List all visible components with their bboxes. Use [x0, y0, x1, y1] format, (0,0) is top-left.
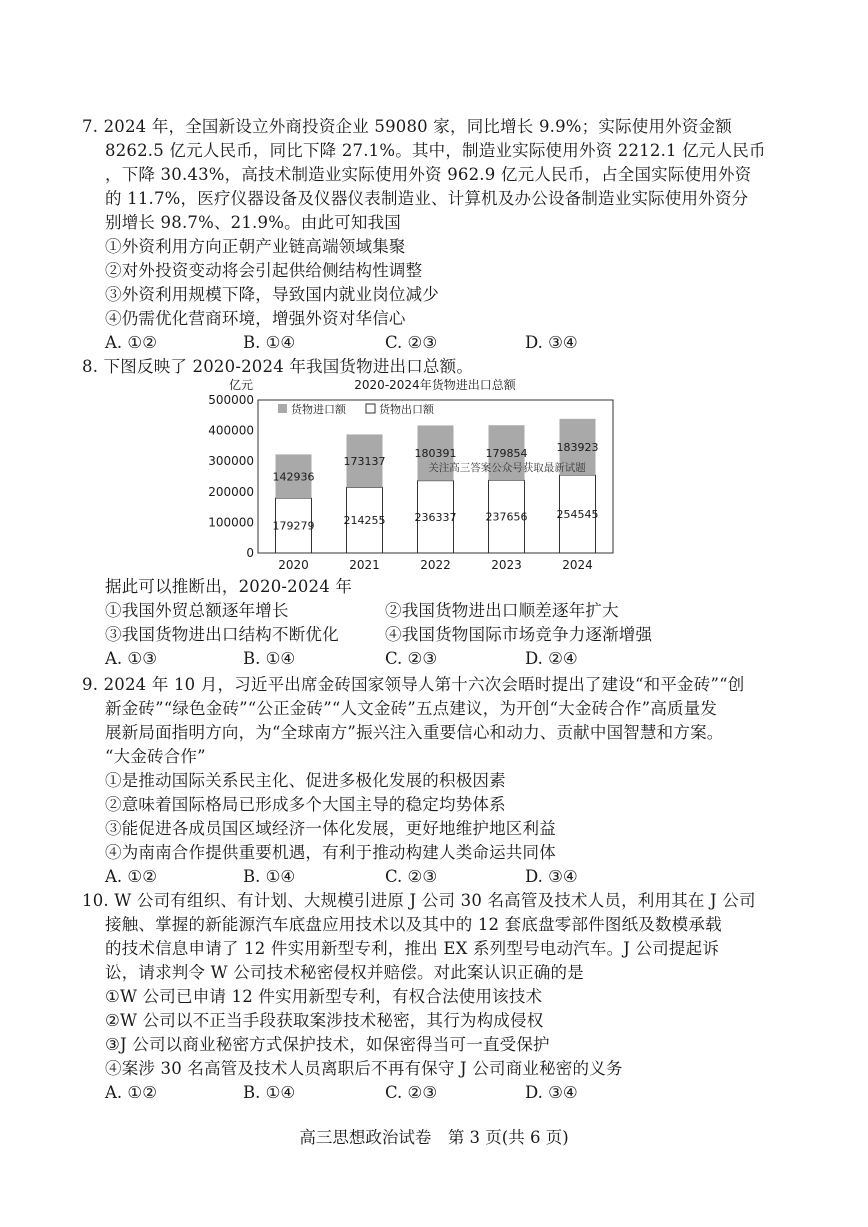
q10-stem-line: 的技术信息申请了 12 件实用新型专利，推出 EX 系列型号电动汽车。J 公司提起诉 — [105, 939, 720, 958]
page-footer: 高三思想政治试卷 第 3 页(共 6 页) — [299, 1128, 569, 1147]
bar-export-label: 237656 — [485, 510, 528, 524]
q7-stem-line: 别增长 98.7%、21.9%。由此可知我国 — [105, 213, 401, 232]
bar-export-label: 179279 — [272, 519, 315, 533]
q8-option-a[interactable]: A. ①③ — [105, 649, 157, 668]
bar-export-label: 254545 — [556, 508, 599, 522]
q9-option-b[interactable]: B. ①④ — [243, 867, 296, 886]
x-tick-label: 2023 — [491, 558, 522, 572]
chart-ylabel: 亿元 — [229, 378, 254, 392]
q9-stem-line: 9. 2024 年 10 月，习近平出席金砖国家领导人第十六次会晤时提出了建设“和平金砖”“创 — [82, 675, 745, 694]
q10-option-a[interactable]: A. ①② — [105, 1083, 157, 1102]
q7-statement: ①外资利用方向正朝产业链高端领域集聚 — [105, 237, 406, 256]
legend-swatch-export — [366, 404, 375, 413]
q9-option-c[interactable]: C. ②③ — [385, 867, 438, 886]
legend-export-label: 货物出口额 — [379, 403, 434, 416]
x-tick-label: 2020 — [278, 558, 309, 572]
legend-swatch-import — [278, 404, 287, 413]
q9-statement: ③能促进各成员国区域经济一体化发展，更好地维护地区利益 — [105, 819, 556, 838]
q8-statement: ①我国外贸总额逐年增长 — [105, 601, 289, 620]
q10-statement: ①W 公司已申请 12 件实用新型专利，有权合法使用该技术 — [105, 987, 543, 1006]
y-tick-label: 0 — [246, 546, 254, 560]
q7-statement: ②对外投资变动将会引起供给侧结构性调整 — [105, 261, 423, 280]
q10-option-b[interactable]: B. ①④ — [243, 1083, 296, 1102]
chart-watermark: 关注高三答案公众号获取最新试题 — [428, 462, 586, 474]
q8-after: 据此可以推断出，2020-2024 年 — [105, 577, 353, 596]
q7-stem-line: ，下降 30.43%，高技术制造业实际使用外资 962.9 亿元人民币，占全国实际使用外资 — [105, 165, 752, 184]
q7-stem-line: 7. 2024 年，全国新设立外商投资企业 59080 家，同比增长 9.9%；实际使用外资金额 — [82, 117, 732, 136]
bar-export-label: 236337 — [414, 510, 457, 524]
q7-statement: ③外资利用规模下降，导致国内就业岗位减少 — [105, 285, 439, 304]
q7-option-a[interactable]: A. ①② — [105, 333, 157, 352]
y-tick-label: 100000 — [208, 515, 254, 530]
q10-option-c[interactable]: C. ②③ — [385, 1083, 438, 1102]
q8-statement: ②我国货物进出口顺差逐年扩大 — [385, 601, 619, 620]
q9-statement: ①是推动国际关系民主化、促进多极化发展的积极因素 — [105, 771, 506, 790]
q8-statement: ④我国货物国际市场竞争力逐渐增强 — [385, 625, 653, 644]
bar-import-label: 183923 — [556, 440, 599, 454]
q8-option-c[interactable]: C. ②③ — [385, 649, 438, 668]
bar-import-label: 179854 — [485, 446, 528, 460]
x-tick-label: 2024 — [562, 558, 593, 572]
y-tick-label: 200000 — [208, 484, 254, 499]
q7-stem-line: 8262.5 亿元人民币，同比下降 27.1%。其中，制造业实际使用外资 2212.1 亿元人民币 — [105, 141, 766, 160]
y-tick-label: 500000 — [208, 393, 254, 407]
q8-statement: ③我国货物进出口结构不断优化 — [105, 625, 339, 644]
q10-stem-line: 讼，请求判令 W 公司技术秘密侵权并赔偿。对此案认识正确的是 — [105, 963, 584, 982]
legend-import-label: 货物进口额 — [291, 403, 346, 416]
q9-statement: ④为南南合作提供重要机遇，有利于推动构建人类命运共同体 — [105, 843, 556, 862]
q10-option-d[interactable]: D. ③④ — [525, 1083, 578, 1102]
bar-import-label: 180391 — [414, 447, 457, 461]
q9-option-a[interactable]: A. ①② — [105, 867, 157, 886]
bar-export-label: 214255 — [343, 514, 386, 528]
bar-import-label: 142936 — [272, 470, 315, 484]
q9-stem-line: 展新局面指明方向，为“全球南方”振兴注入重要信心和动力、贡献中国智慧和方案。 — [105, 723, 724, 742]
y-tick-label: 300000 — [208, 454, 254, 469]
chart-title: 2020-2024年货物进出口总额 — [354, 378, 516, 392]
x-tick-label: 2021 — [349, 558, 380, 572]
q10-stem-line: 接触、掌握的新能源汽车底盘应用技术以及其中的 12 套底盘零部件图纸及数模承载 — [105, 915, 722, 934]
q8-option-b[interactable]: B. ①④ — [243, 649, 296, 668]
q7-stem-line: 的 11.7%，医疗仪器设备及仪器仪表制造业、计算机及办公设备制造业实际使用外资分 — [105, 189, 749, 208]
q10-statement: ④案涉 30 名高管及技术人员离职后不再有保守 J 公司商业秘密的义务 — [105, 1059, 623, 1078]
x-tick-label: 2022 — [420, 558, 451, 572]
q9-stem-line: “大金砖合作” — [105, 747, 206, 766]
q9-statement: ②意味着国际格局已形成多个大国主导的稳定均势体系 — [105, 795, 506, 814]
q7-statement: ④仍需优化营商环境，增强外资对华信心 — [105, 309, 406, 328]
q9-stem-line: 新金砖”“绿色金砖”“公正金砖”“人文金砖”五点建议，为开创“大金砖合作”高质量发 — [105, 699, 718, 718]
q8-stem: 8. 下图反映了 2020-2024 年我国货物进出口总额。 — [82, 357, 474, 376]
trade-bar-chart — [195, 374, 625, 574]
q7-option-b[interactable]: B. ①④ — [243, 333, 296, 352]
q10-stem-line: 10. W 公司有组织、有计划、大规模引进原 J 公司 30 名高管及技术人员，利用其在 J 公司 — [82, 891, 756, 910]
q7-option-d[interactable]: D. ③④ — [525, 333, 578, 352]
bar-import-label: 173137 — [343, 454, 386, 468]
q10-statement: ②W 公司以不正当手段获取案涉技术秘密，其行为构成侵权 — [105, 1011, 544, 1030]
chart-legend — [278, 402, 435, 416]
q10-statement: ③J 公司以商业秘密方式保护技术，如保密得当可一直受保护 — [105, 1035, 550, 1054]
q7-option-c[interactable]: C. ②③ — [385, 333, 438, 352]
y-tick-label: 400000 — [208, 423, 254, 438]
q8-option-d[interactable]: D. ②④ — [525, 649, 578, 668]
q9-option-d[interactable]: D. ③④ — [525, 867, 578, 886]
